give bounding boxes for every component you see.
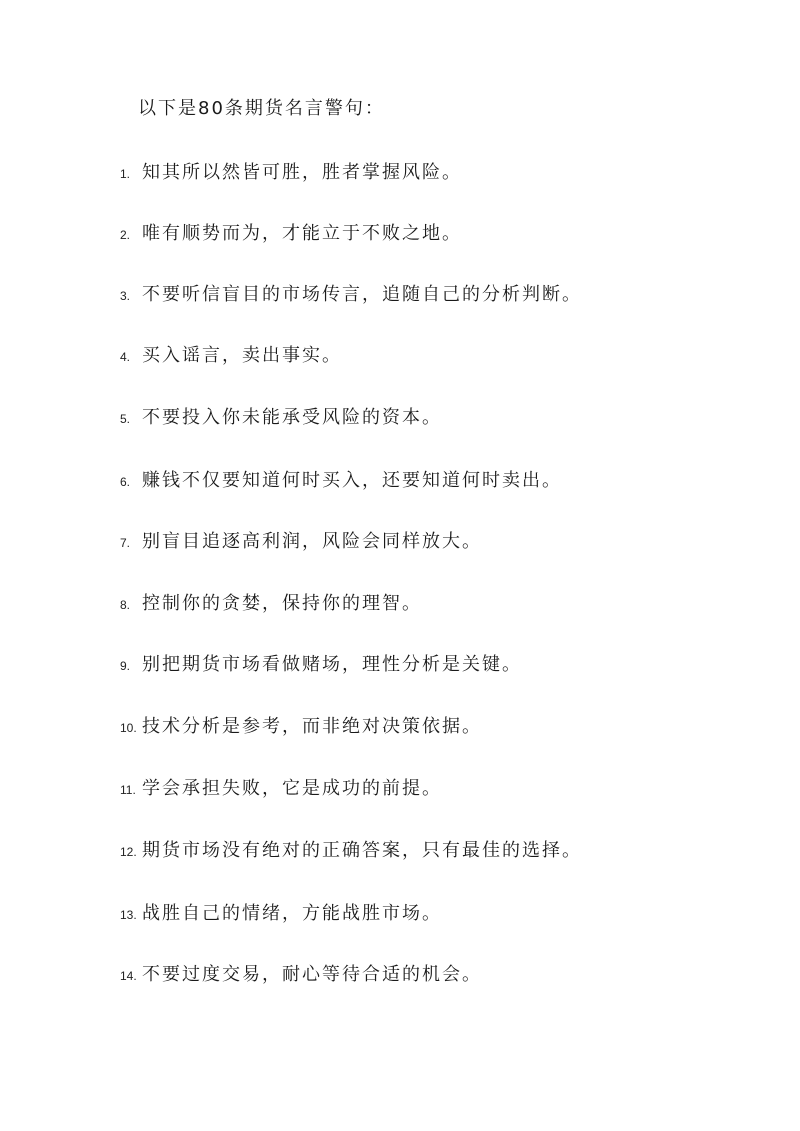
item-text: 学会承担失败，它是成功的前提。: [142, 778, 442, 799]
item-number: 8.: [120, 598, 131, 612]
list-item: [120, 962, 482, 988]
item-number: 4.: [120, 350, 131, 364]
item-text: 不要过度交易，耐心等待合适的机会。: [142, 964, 482, 985]
item-number: 13.: [120, 908, 137, 922]
list-item: [120, 901, 442, 927]
list-item: [120, 838, 582, 864]
item-number: 7.: [120, 536, 131, 550]
item-number: 9.: [120, 659, 131, 673]
list-item: [120, 160, 462, 186]
item-number: 6.: [120, 475, 131, 489]
list-item: [120, 714, 482, 740]
item-text: 赚钱不仅要知道何时买入，还要知道何时卖出。: [142, 470, 562, 491]
item-text: 知其所以然皆可胜，胜者掌握风险。: [142, 162, 462, 183]
item-text: 战胜自己的情绪，方能战胜市场。: [142, 903, 442, 924]
list-item: [120, 776, 442, 802]
list-item: [120, 282, 582, 308]
list-item: [120, 652, 522, 678]
item-number: 2.: [120, 228, 131, 242]
intro-line: 以下是80条期货名言警句：: [138, 98, 385, 119]
item-number: 3.: [120, 289, 131, 303]
item-number: 14.: [120, 969, 137, 983]
list-item: [120, 529, 482, 555]
item-text: 唯有顺势而为，才能立于不败之地。: [142, 223, 462, 244]
item-number: 5.: [120, 412, 131, 426]
list-item: [120, 343, 342, 369]
item-text: 控制你的贪婪，保持你的理智。: [142, 593, 422, 614]
item-number: 10.: [120, 721, 137, 735]
list-item: [120, 221, 462, 247]
item-text: 技术分析是参考，而非绝对决策依据。: [142, 716, 482, 737]
item-number: 12.: [120, 845, 137, 859]
item-number: 11.: [120, 783, 136, 797]
list-item: [120, 405, 442, 431]
item-number: 1.: [120, 167, 131, 181]
item-text: 别盲目追逐高利润，风险会同样放大。: [142, 531, 482, 552]
item-text: 期货市场没有绝对的正确答案，只有最佳的选择。: [142, 840, 582, 861]
item-text: 买入谣言，卖出事实。: [142, 345, 342, 366]
item-text: 不要听信盲目的市场传言，追随自己的分析判断。: [142, 284, 582, 305]
item-text: 不要投入你未能承受风险的资本。: [142, 407, 442, 428]
item-text: 别把期货市场看做赌场，理性分析是关键。: [142, 654, 522, 675]
list-item: [120, 591, 422, 617]
list-item: [120, 468, 562, 494]
